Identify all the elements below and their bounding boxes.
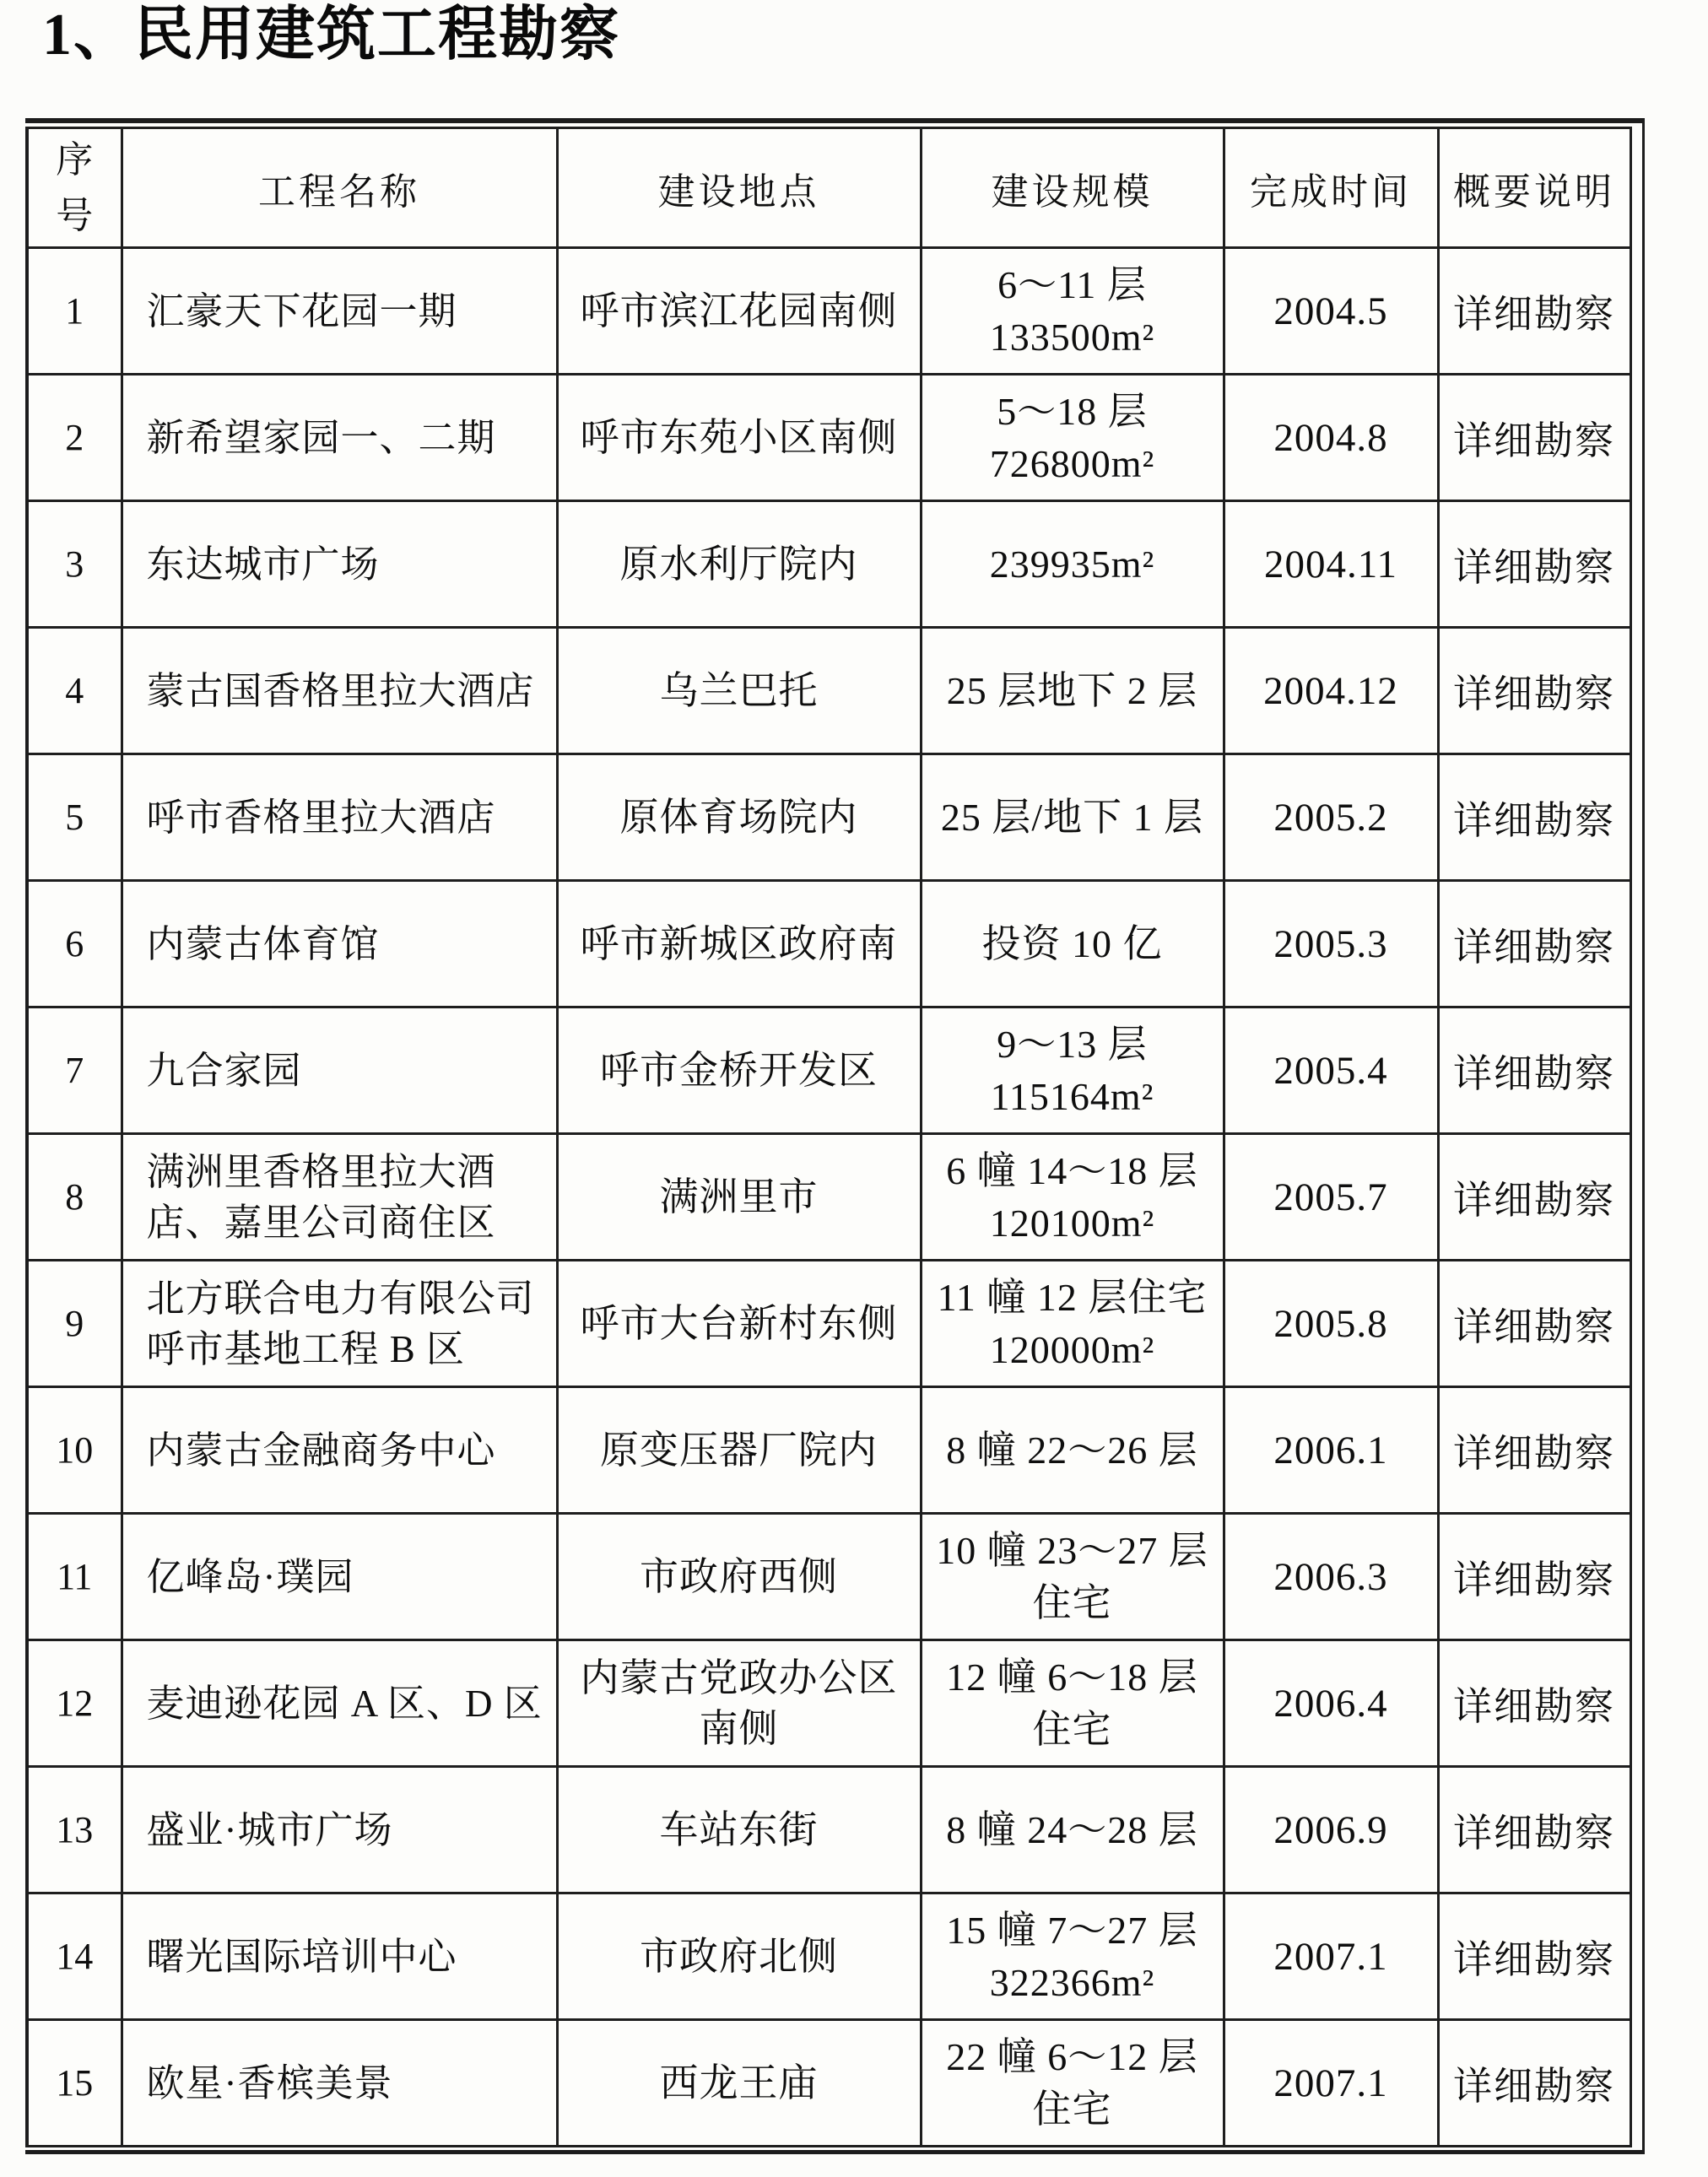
cell-summary: 详细勘察 xyxy=(1438,1387,1630,1514)
cell-completion-time: 2005.3 xyxy=(1224,881,1438,1007)
cell-completion-time: 2007.1 xyxy=(1224,2020,1438,2147)
cell-project-name: 九合家园 xyxy=(122,1007,557,1134)
table-row xyxy=(27,1767,1630,1893)
scale-line: 8 幢 24～28 层 xyxy=(946,1807,1198,1851)
cell-scale xyxy=(921,1007,1224,1134)
cell-project-name: 满洲里香格里拉大酒店、嘉里公司商住区 xyxy=(122,1134,557,1261)
cell-no: 8 xyxy=(27,1134,122,1261)
scale-line: 22 幢 6～12 层 xyxy=(946,2034,1198,2078)
cell-location: 乌兰巴托 xyxy=(557,628,921,754)
cell-no: 5 xyxy=(27,754,122,881)
cell-project-name: 蒙古国香格里拉大酒店 xyxy=(122,628,557,754)
header-completion-time: 完成时间 xyxy=(1224,128,1438,248)
table-row xyxy=(27,754,1630,881)
cell-scale xyxy=(921,375,1224,501)
cell-summary: 详细勘察 xyxy=(1438,375,1630,501)
cell-project-name: 新希望家园一、二期 xyxy=(122,375,557,501)
cell-no: 4 xyxy=(27,628,122,754)
scale-line: 133500m² xyxy=(989,315,1155,359)
table-row xyxy=(27,881,1630,1007)
table-row xyxy=(27,1007,1630,1134)
cell-summary: 详细勘察 xyxy=(1438,754,1630,881)
cell-scale xyxy=(921,501,1224,628)
cell-project-name: 内蒙古金融商务中心 xyxy=(122,1387,557,1514)
table-row xyxy=(27,1387,1630,1514)
table-row xyxy=(27,1514,1630,1640)
cell-scale xyxy=(921,881,1224,1007)
cell-location: 车站东街 xyxy=(557,1767,921,1893)
scale-line: 6 幢 14～18 层 xyxy=(946,1148,1198,1192)
header-row xyxy=(27,128,1630,248)
cell-completion-time: 2006.1 xyxy=(1224,1387,1438,1514)
cell-location: 西龙王庙 xyxy=(557,2020,921,2147)
table-row xyxy=(27,1640,1630,1767)
cell-completion-time: 2006.3 xyxy=(1224,1514,1438,1640)
table-row xyxy=(27,248,1630,375)
scale-line: 8 幢 22～26 层 xyxy=(946,1428,1198,1472)
scale-line: 11 幢 12 层住宅 xyxy=(937,1275,1208,1319)
cell-summary: 详细勘察 xyxy=(1438,248,1630,375)
cell-location: 原体育场院内 xyxy=(557,754,921,881)
cell-completion-time: 2006.4 xyxy=(1224,1640,1438,1767)
scale-line: 15 幢 7～27 层 xyxy=(946,1908,1198,1952)
cell-project-name: 曙光国际培训中心 xyxy=(122,1893,557,2020)
cell-scale xyxy=(921,1767,1224,1893)
cell-project-name: 呼市香格里拉大酒店 xyxy=(122,754,557,881)
cell-completion-time: 2004.8 xyxy=(1224,375,1438,501)
scale-line: 5～18 层 xyxy=(997,389,1148,433)
scale-line: 25 层地下 2 层 xyxy=(946,668,1198,712)
cell-no: 9 xyxy=(27,1261,122,1387)
cell-completion-time: 2007.1 xyxy=(1224,1893,1438,2020)
cell-completion-time: 2004.12 xyxy=(1224,628,1438,754)
cell-scale xyxy=(921,248,1224,375)
projects-table xyxy=(25,127,1632,2147)
cell-location: 满洲里市 xyxy=(557,1134,921,1261)
header-scale: 建设规模 xyxy=(921,128,1224,248)
header-project-name: 工程名称 xyxy=(122,128,557,248)
cell-scale xyxy=(921,628,1224,754)
cell-scale xyxy=(921,1134,1224,1261)
header-summary: 概要说明 xyxy=(1438,128,1630,248)
cell-no: 6 xyxy=(27,881,122,1007)
table-row xyxy=(27,501,1630,628)
cell-scale xyxy=(921,1261,1224,1387)
scale-line: 115164m² xyxy=(990,1074,1154,1118)
cell-completion-time: 2004.5 xyxy=(1224,248,1438,375)
scale-line: 25 层/地下 1 层 xyxy=(940,795,1204,839)
cell-project-name: 盛业·城市广场 xyxy=(122,1767,557,1893)
cell-no: 15 xyxy=(27,2020,122,2147)
table-row xyxy=(27,1893,1630,2020)
cell-no: 1 xyxy=(27,248,122,375)
scale-line: 住宅 xyxy=(1032,1707,1112,1751)
cell-summary: 详细勘察 xyxy=(1438,2020,1630,2147)
cell-summary: 详细勘察 xyxy=(1438,1767,1630,1893)
scale-line: 120000m² xyxy=(989,1327,1155,1371)
scale-line: 住宅 xyxy=(1032,1580,1112,1624)
table-row xyxy=(27,1261,1630,1387)
cell-summary: 详细勘察 xyxy=(1438,881,1630,1007)
cell-project-name: 亿峰岛·璞园 xyxy=(122,1514,557,1640)
cell-no: 11 xyxy=(27,1514,122,1640)
cell-location: 呼市金桥开发区 xyxy=(557,1007,921,1134)
cell-scale xyxy=(921,1640,1224,1767)
cell-location: 市政府北侧 xyxy=(557,1893,921,2020)
cell-completion-time: 2006.9 xyxy=(1224,1767,1438,1893)
scale-line: 6～11 层 xyxy=(997,262,1147,306)
cell-scale xyxy=(921,2020,1224,2147)
page-title: 1、民用建筑工程勘察 xyxy=(42,3,620,68)
cell-location: 原变压器厂院内 xyxy=(557,1387,921,1514)
cell-location: 原水利厅院内 xyxy=(557,501,921,628)
cell-project-name: 东达城市广场 xyxy=(122,501,557,628)
cell-project-name: 汇豪天下花园一期 xyxy=(122,248,557,375)
cell-summary: 详细勘察 xyxy=(1438,501,1630,628)
scale-line: 120100m² xyxy=(989,1201,1155,1245)
table-body xyxy=(27,248,1630,2147)
table-row xyxy=(27,1134,1630,1261)
cell-location: 内蒙古党政办公区南侧 xyxy=(557,1640,921,1767)
cell-scale xyxy=(921,754,1224,881)
cell-no: 10 xyxy=(27,1387,122,1514)
cell-no: 14 xyxy=(27,1893,122,2020)
cell-project-name: 麦迪逊花园 A 区、D 区 xyxy=(122,1640,557,1767)
cell-completion-time: 2004.11 xyxy=(1224,501,1438,628)
cell-scale xyxy=(921,1387,1224,1514)
table-row xyxy=(27,628,1630,754)
cell-location: 市政府西侧 xyxy=(557,1514,921,1640)
scale-line: 投资 10 亿 xyxy=(981,921,1163,965)
cell-no: 7 xyxy=(27,1007,122,1134)
cell-location: 呼市大台新村东侧 xyxy=(557,1261,921,1387)
scale-line: 9～13 层 xyxy=(997,1022,1148,1066)
header-location: 建设地点 xyxy=(557,128,921,248)
cell-project-name: 北方联合电力有限公司呼市基地工程 B 区 xyxy=(122,1261,557,1387)
cell-completion-time: 2005.2 xyxy=(1224,754,1438,881)
table-header xyxy=(27,128,1630,248)
scale-line: 12 幢 6～18 层 xyxy=(946,1655,1198,1699)
cell-completion-time: 2005.8 xyxy=(1224,1261,1438,1387)
scale-line: 10 幢 23～27 层 xyxy=(936,1528,1208,1572)
cell-no: 3 xyxy=(27,501,122,628)
cell-completion-time: 2005.4 xyxy=(1224,1007,1438,1134)
cell-summary: 详细勘察 xyxy=(1438,1134,1630,1261)
cell-summary: 详细勘察 xyxy=(1438,1640,1630,1767)
header-no: 序号 xyxy=(27,128,122,248)
cell-completion-time: 2005.7 xyxy=(1224,1134,1438,1261)
cell-no: 13 xyxy=(27,1767,122,1893)
scale-line: 239935m² xyxy=(989,542,1155,586)
cell-project-name: 内蒙古体育馆 xyxy=(122,881,557,1007)
cell-location: 呼市滨江花园南侧 xyxy=(557,248,921,375)
cell-no: 12 xyxy=(27,1640,122,1767)
scale-line: 322366m² xyxy=(989,1960,1155,2004)
scale-line: 726800m² xyxy=(989,441,1155,485)
cell-location: 呼市东苑小区南侧 xyxy=(557,375,921,501)
projects-table-wrapper xyxy=(25,118,1645,2154)
cell-summary: 详细勘察 xyxy=(1438,1261,1630,1387)
table-row xyxy=(27,375,1630,501)
cell-scale xyxy=(921,1893,1224,2020)
cell-scale xyxy=(921,1514,1224,1640)
scale-line: 住宅 xyxy=(1032,2087,1112,2131)
cell-summary: 详细勘察 xyxy=(1438,1007,1630,1134)
cell-summary: 详细勘察 xyxy=(1438,628,1630,754)
cell-project-name: 欧星·香槟美景 xyxy=(122,2020,557,2147)
cell-summary: 详细勘察 xyxy=(1438,1514,1630,1640)
cell-location: 呼市新城区政府南 xyxy=(557,881,921,1007)
cell-no: 2 xyxy=(27,375,122,501)
table-row xyxy=(27,2020,1630,2147)
cell-summary: 详细勘察 xyxy=(1438,1893,1630,2020)
